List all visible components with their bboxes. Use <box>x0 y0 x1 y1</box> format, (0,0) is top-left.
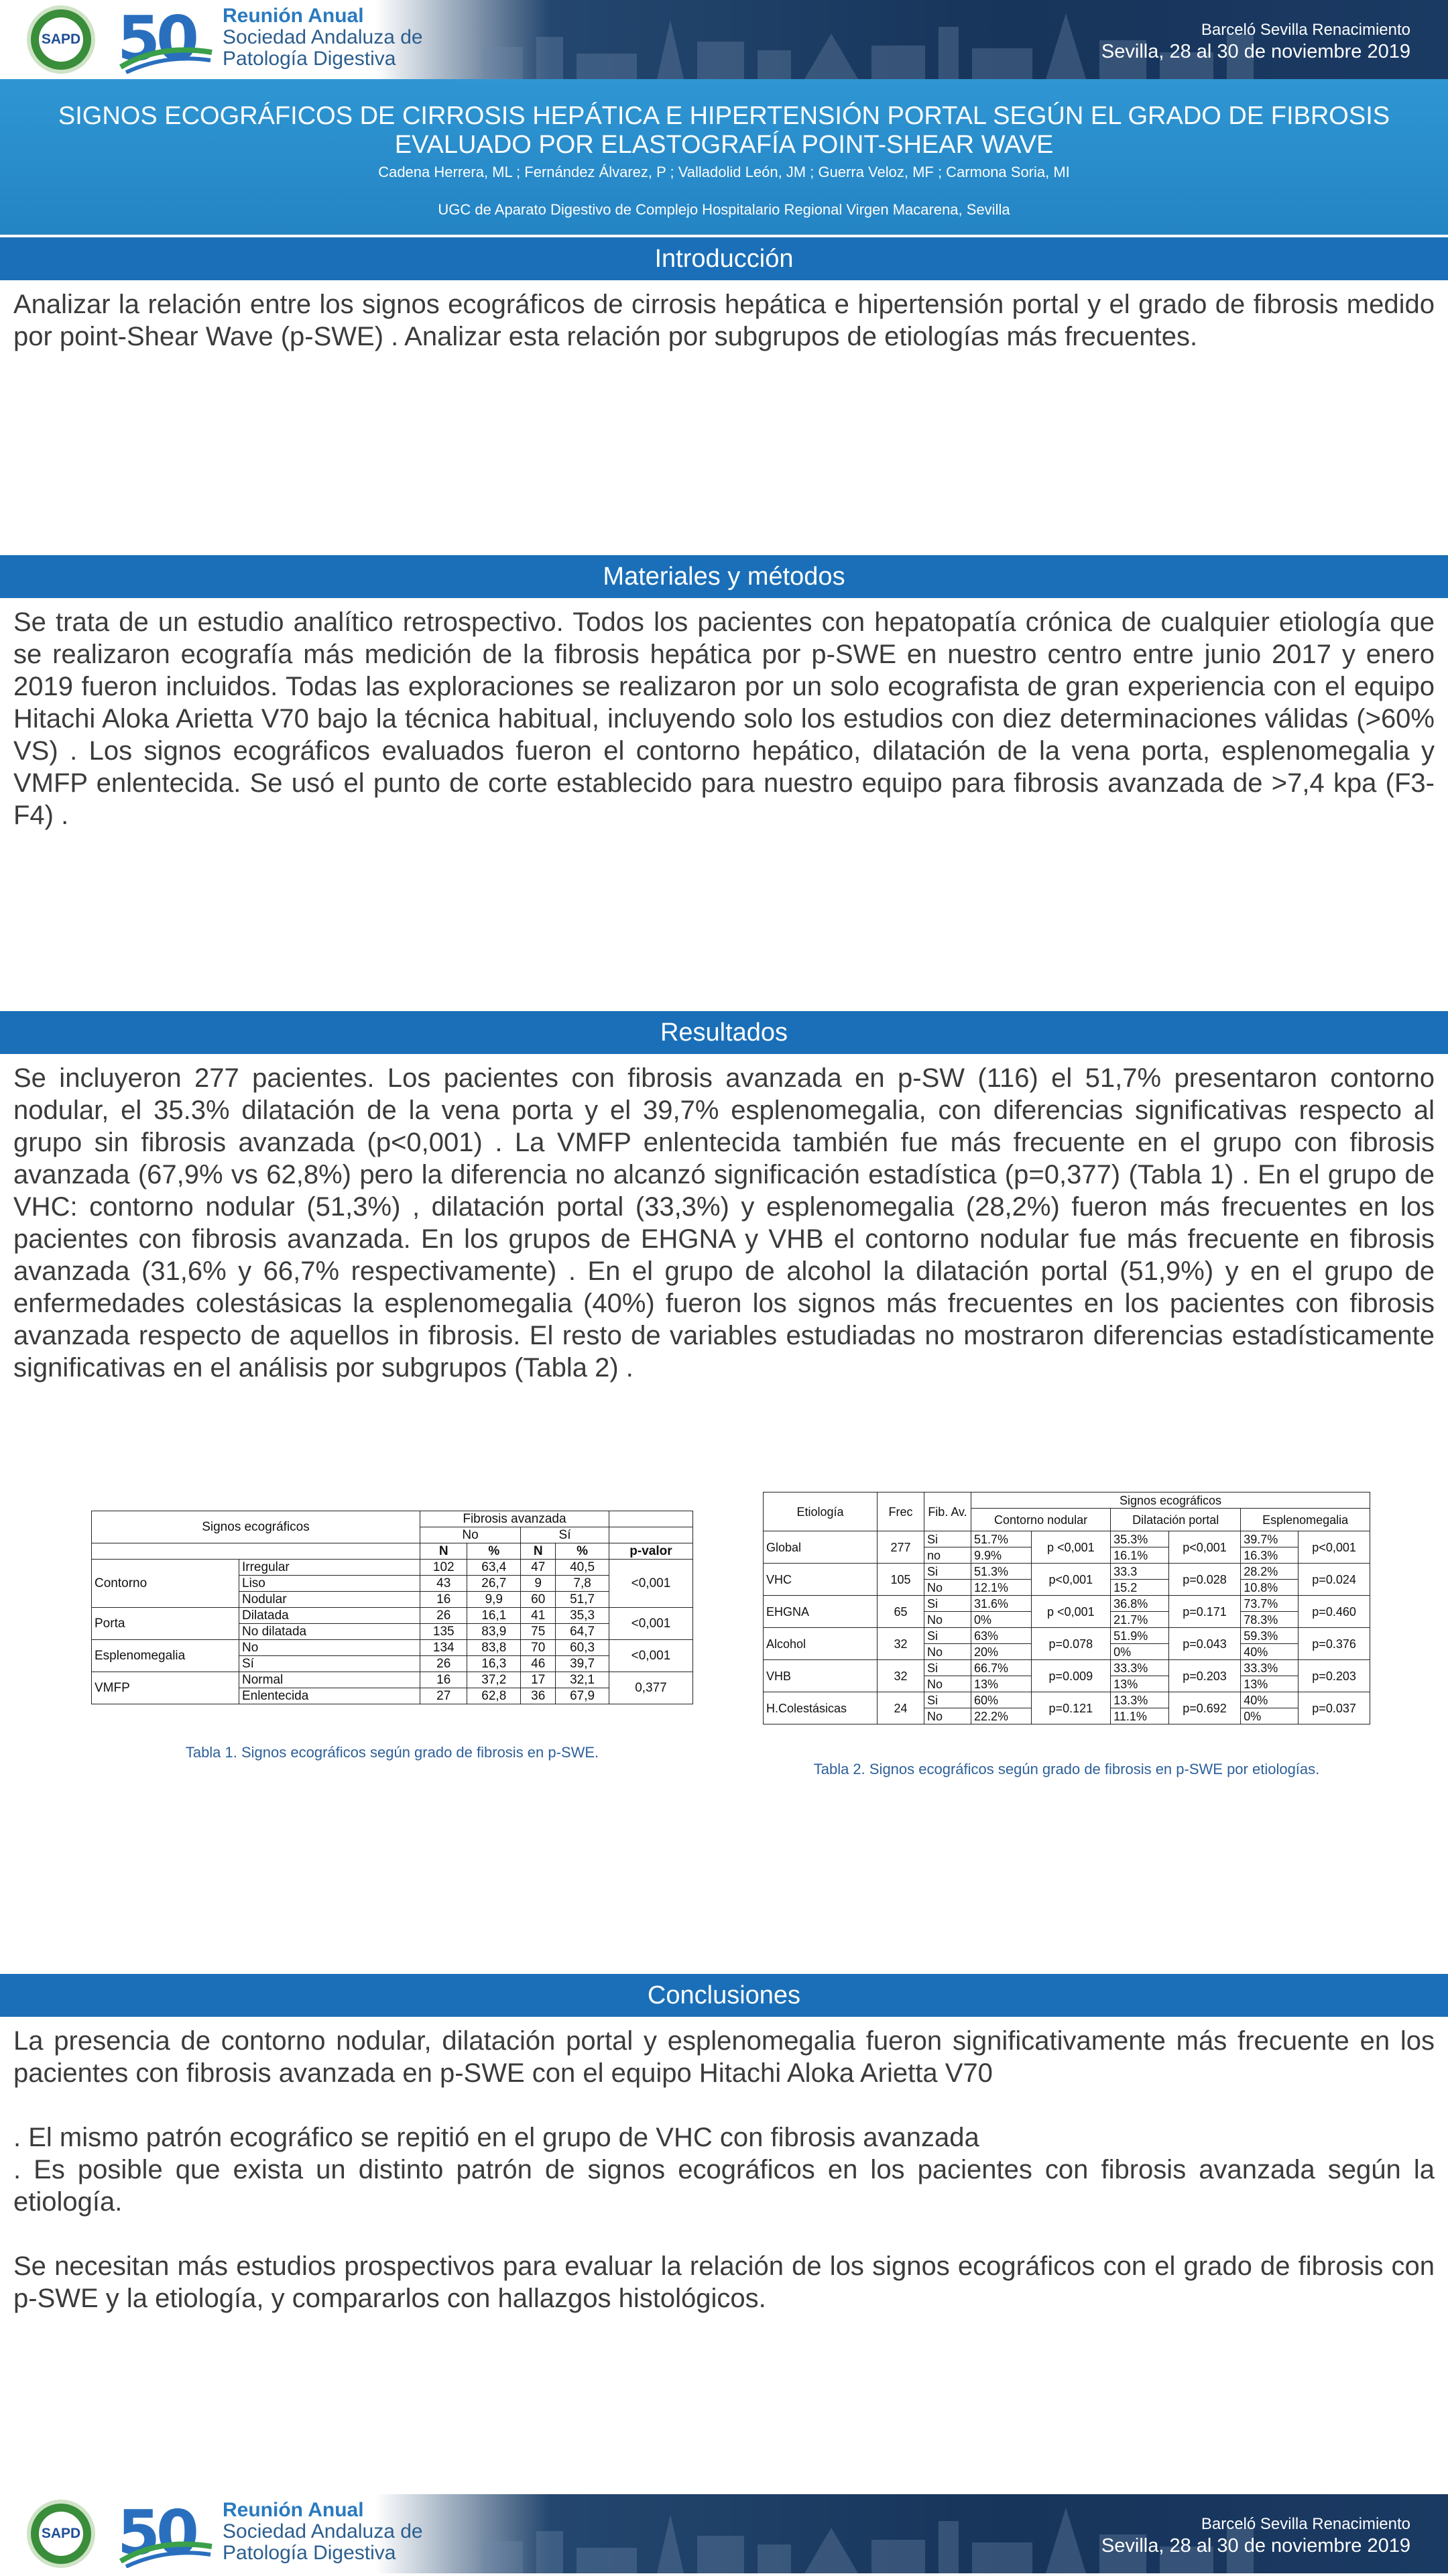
t1-cell: 70 <box>521 1640 556 1656</box>
table-row <box>764 1531 1370 1547</box>
t1-header-empty <box>609 1511 692 1527</box>
t1-row-label: Nodular <box>239 1592 420 1608</box>
t2-cell: 10.8% <box>1241 1580 1299 1596</box>
t2-pvalue: p=0.203 <box>1168 1660 1241 1692</box>
t2-header-contorno: Contorno nodular <box>971 1509 1111 1531</box>
t2-cell: 0% <box>1111 1644 1169 1660</box>
t2-etiologia: Global <box>764 1531 878 1564</box>
resultados-paragraph: Se incluyeron 277 pacientes. Los pacientes con fibrosis avanzada en p-SW (116) el 51,7% presentaron contorno nodular, el 35.3% dilatación de la vena porta y el 39,7% esplenomegalia, con diferencias significativas respecto al grupo sin fibrosis avanzada (p<0,001) . La VMFP enlentecida también fue más frecuente en el grupo con fibrosis avanzada (67,9% vs 62,8%) pero la diferencia no alcanzó significación estadística (p=0,377) (Tabla 1) . En el grupo de VHC: contorno nodular (51,3%) , dilatación portal (33,3%) y esplenomegalia (28,2%) fueron más frecuentes en los pacientes con fibrosis avanzada. En los grupos de EHGNA y VHB el contorno nodular fue más frecuente en fibrosis avanzada (31,6% y 66,7% respectivamente) . En el grupo de alcohol la dilatación portal (51,9%) y en el grupo de enfermedades colestásicas la esplenomegalia (40%) fueron los signos más frecuentes en los pacientes con fibrosis avanzada respecto de aquellos in fibrosis. El resto de variables estudiadas no mostraron diferencias estadísticamente significativas en el análisis por subgrupos (Tabla 2) . <box>13 1063 1435 1383</box>
event-dates: Sevilla, 28 al 30 de noviembre 2019 <box>1101 2535 1410 2557</box>
t2-cell: 12.1% <box>971 1580 1032 1596</box>
t1-cell: 36 <box>521 1688 556 1704</box>
t2-cell: 60% <box>971 1692 1032 1708</box>
t2-frec: 277 <box>878 1531 924 1564</box>
t1-cell: 62,8 <box>467 1688 521 1704</box>
t2-pvalue: p=0.121 <box>1031 1692 1111 1724</box>
table-row <box>92 1640 693 1656</box>
resultados-text <box>13 1062 1435 1384</box>
t2-pvalue: p=0.009 <box>1031 1660 1111 1692</box>
venue-info <box>1101 2514 1410 2557</box>
t2-cell: 16.1% <box>1111 1547 1169 1564</box>
conclusiones-text <box>13 2025 1435 2315</box>
t2-cell: 13.3% <box>1111 1692 1169 1708</box>
t1-cell: 46 <box>521 1656 556 1672</box>
event-dates: Sevilla, 28 al 30 de noviembre 2019 <box>1101 41 1410 62</box>
t2-fib-no: No <box>924 1612 971 1628</box>
t1-cell: 35,3 <box>556 1608 609 1624</box>
t2-cell: 36.8% <box>1111 1596 1169 1612</box>
t1-pvalue: <0,001 <box>609 1640 692 1672</box>
t2-header-frec: Frec <box>878 1492 924 1531</box>
t1-row-label: Enlentecida <box>239 1688 420 1704</box>
table-row <box>92 1560 693 1576</box>
t2-cell: 33.3% <box>1111 1660 1169 1676</box>
t2-cell: 66.7% <box>971 1660 1032 1676</box>
t2-pvalue: p=0.028 <box>1168 1564 1241 1596</box>
t1-row-label: Irregular <box>239 1560 420 1576</box>
society-name <box>223 5 423 70</box>
t2-cell: 33.3% <box>1241 1660 1299 1676</box>
sapd-seal-logo <box>27 2500 95 2568</box>
t2-frec: 105 <box>878 1564 924 1596</box>
t1-cell: 40,5 <box>556 1560 609 1576</box>
t1-header-pct: % <box>467 1543 521 1560</box>
t2-etiologia: H.Colestásicas <box>764 1692 878 1724</box>
t2-header-etiologia: Etiología <box>764 1492 878 1531</box>
resultados-heading: Resultados <box>0 1011 1448 1054</box>
t1-group-name: Porta <box>92 1608 239 1640</box>
t2-cell: 78.3% <box>1241 1612 1299 1628</box>
t1-cell: 16 <box>420 1672 467 1688</box>
t2-pvalue: p=0.024 <box>1299 1564 1370 1596</box>
t1-cell: 47 <box>521 1560 556 1576</box>
t1-cell: 51,7 <box>556 1592 609 1608</box>
reunion-line3: Patología Digestiva <box>223 2542 396 2564</box>
swoosh-icon <box>119 40 213 74</box>
materiales-paragraph: Se trata de un estudio analítico retrospectivo. Todos los pacientes con hepatopatía crónica de cualquier etiología que se realizaron ecografía más medición de la fibrosis hepática por p-SWE en nuestro centro entre junio 2017 y enero 2019 fueron incluidos. Todas las exploraciones se realizaron por un solo ecografista de gran experiencia con el equipo Hitachi Aloka Arietta V70 bajo la técnica habitual, incluyendo solo los estudios con diez determinaciones válidas (>60% VS) . Los signos ecográficos evaluados fueron el contorno hepático, dilatación de la vena porta, esplenomegalia y VMFP enlentecida. Se usó el punto de corte establecido para nuestro equipo para fibrosis avanzada de >7,4 kpa (F3-F4) . <box>13 607 1435 830</box>
t1-cell: 16 <box>420 1592 467 1608</box>
conclusiones-p2: . El mismo patrón ecográfico se repitió en el grupo de VHC con fibrosis avanzada <box>13 2123 979 2152</box>
sapd-seal-logo <box>27 5 95 74</box>
t1-cell: 83,8 <box>467 1640 521 1656</box>
t1-row-label: Sí <box>239 1656 420 1672</box>
t1-cell: 17 <box>521 1672 556 1688</box>
fifty-logo: 50 <box>117 2497 196 2569</box>
t2-pvalue: p=0.171 <box>1168 1596 1241 1628</box>
t2-cell: 0% <box>971 1612 1032 1628</box>
conclusiones-p1: La presencia de contorno nodular, dilatación portal y esplenomegalia fueron significativamente más frecuente en los pacientes con fibrosis avanzada en p-SWE con el equipo Hitachi Aloka Arietta V70 <box>13 2026 1435 2088</box>
t1-pvalue: <0,001 <box>609 1560 692 1608</box>
venue-name: Barceló Sevilla Renacimiento <box>1201 2515 1410 2533</box>
t2-fib-no: No <box>924 1644 971 1660</box>
reunion-line1: Reunión Anual <box>223 5 364 27</box>
t2-cell: 11.1% <box>1111 1708 1169 1724</box>
t1-cell: 9,9 <box>467 1592 521 1608</box>
t1-cell: 26 <box>420 1656 467 1672</box>
t1-header-empty <box>609 1527 692 1543</box>
t1-cell: 26,7 <box>467 1576 521 1592</box>
t2-pvalue: p=0.043 <box>1168 1628 1241 1660</box>
t2-cell: 21.7% <box>1111 1612 1169 1628</box>
table-row <box>764 1596 1370 1612</box>
t1-row-label: Dilatada <box>239 1608 420 1624</box>
t2-frec: 24 <box>878 1692 924 1724</box>
t2-cell: 73.7% <box>1241 1596 1299 1612</box>
t1-row-label: Normal <box>239 1672 420 1688</box>
t2-cell: 0% <box>1241 1708 1299 1724</box>
t2-pvalue: p=0.460 <box>1299 1596 1370 1628</box>
t2-pvalue: p=0.376 <box>1299 1628 1370 1660</box>
reunion-line2: Sociedad Andaluza de <box>223 2520 423 2542</box>
t1-cell: 37,2 <box>467 1672 521 1688</box>
table-row <box>764 1564 1370 1580</box>
fifty-logo: 50 <box>117 3 196 74</box>
table-row <box>92 1672 693 1688</box>
t2-cell: 40% <box>1241 1644 1299 1660</box>
t1-header-empty <box>92 1543 420 1560</box>
t2-fib-no: No <box>924 1580 971 1596</box>
t2-pvalue: p <0,001 <box>1031 1531 1111 1564</box>
society-name <box>223 2500 423 2564</box>
t2-cell: 22.2% <box>971 1708 1032 1724</box>
t2-pvalue: p<0,001 <box>1031 1564 1111 1596</box>
t2-fib-si: Si <box>924 1564 971 1580</box>
t1-pvalue: 0,377 <box>609 1672 692 1704</box>
t2-cell: 51.7% <box>971 1531 1032 1547</box>
t1-header-n: N <box>521 1543 556 1560</box>
reunion-line3: Patología Digestiva <box>223 48 396 70</box>
t2-cell: 35.3% <box>1111 1531 1169 1547</box>
t2-cell: 20% <box>971 1644 1032 1660</box>
t2-etiologia: Alcohol <box>764 1628 878 1660</box>
t1-cell: 32,1 <box>556 1672 609 1688</box>
introduccion-heading: Introducción <box>0 237 1448 280</box>
table-row <box>764 1692 1370 1708</box>
seal-text: SAPD <box>39 2512 83 2556</box>
table-row <box>92 1608 693 1624</box>
t1-group-name: VMFP <box>92 1672 239 1704</box>
venue-info <box>1101 20 1410 63</box>
t1-row-label: Liso <box>239 1576 420 1592</box>
t1-group-name: Esplenomegalia <box>92 1640 239 1672</box>
t1-header-n: N <box>420 1543 467 1560</box>
t2-cell: 63% <box>971 1628 1032 1644</box>
t1-header-no: No <box>420 1527 521 1543</box>
table-row <box>764 1628 1370 1644</box>
t1-cell: 16,1 <box>467 1608 521 1624</box>
t1-cell: 60 <box>521 1592 556 1608</box>
tabla1-caption: Tabla 1. Signos ecográficos según grado de fibrosis en p-SWE. <box>185 1744 599 1761</box>
t2-frec: 32 <box>878 1628 924 1660</box>
t2-cell: 39.7% <box>1241 1531 1299 1547</box>
t2-etiologia: EHGNA <box>764 1596 878 1628</box>
t2-frec: 65 <box>878 1596 924 1628</box>
t1-cell: 60,3 <box>556 1640 609 1656</box>
top-banner <box>0 0 1448 79</box>
t1-header-fibrosis: Fibrosis avanzada <box>420 1511 609 1527</box>
t2-cell: 15.2 <box>1111 1580 1169 1596</box>
t1-cell: 9 <box>521 1576 556 1592</box>
t2-cell: 9.9% <box>971 1547 1032 1564</box>
t2-cell: 33.3 <box>1111 1564 1169 1580</box>
t2-pvalue: p<0,001 <box>1168 1531 1241 1564</box>
t2-etiologia: VHC <box>764 1564 878 1596</box>
venue-name: Barceló Sevilla Renacimiento <box>1201 21 1410 39</box>
t2-fib-si: Si <box>924 1628 971 1644</box>
t2-cell: 31.6% <box>971 1596 1032 1612</box>
tabla1 <box>91 1511 693 1704</box>
t2-header-dilatacion: Dilatación portal <box>1111 1509 1241 1531</box>
t2-fib-no: No <box>924 1708 971 1724</box>
t1-header-pvalor: p-valor <box>609 1543 692 1560</box>
tabla2-caption: Tabla 2. Signos ecográficos según grado de fibrosis en p-SWE por etiologías. <box>813 1761 1320 1777</box>
t1-cell: 7,8 <box>556 1576 609 1592</box>
affiliation: UGC de Aparato Digestivo de Complejo Hospitalario Regional Virgen Macarena, Sevilla <box>438 201 1010 218</box>
conclusiones-p4: Se necesitan más estudios prospectivos para evaluar la relación de los signos ecográficos con el grado de fibrosis con p-SWE y la etiología, y compararlos con hallazgos histológicos. <box>13 2251 1435 2313</box>
t2-fib-si: Si <box>924 1692 971 1708</box>
reunion-line2: Sociedad Andaluza de <box>223 26 423 48</box>
t2-pvalue: p=0.078 <box>1031 1628 1111 1660</box>
t1-cell: 39,7 <box>556 1656 609 1672</box>
tabla2 <box>763 1492 1370 1724</box>
poster-title: SIGNOS ECOGRÁFICOS DE CIRROSIS HEPÁTICA E HIPERTENSIÓN PORTAL SEGÚN EL GRADO DE FIBROSIS EVALUADO POR ELASTOGRAFÍA POINT-SHEAR WAVE <box>58 102 1390 159</box>
t2-pvalue: p<0,001 <box>1299 1531 1370 1564</box>
table-row <box>764 1660 1370 1676</box>
t1-group-name: Contorno <box>92 1560 239 1608</box>
t1-cell: 26 <box>420 1608 467 1624</box>
authors: Cadena Herrera, ML ; Fernández Álvarez, P ; Valladolid León, JM ; Guerra Veloz, MF ; Carmona Soria, MI <box>378 164 1070 180</box>
t2-frec: 32 <box>878 1660 924 1692</box>
t2-cell: 13% <box>971 1676 1032 1692</box>
t1-cell: 135 <box>420 1624 467 1640</box>
t2-header-esplenomegalia: Esplenomegalia <box>1241 1509 1370 1531</box>
t2-fib-si: Si <box>924 1660 971 1676</box>
seal-text: SAPD <box>39 17 83 62</box>
t2-fib-no: No <box>924 1676 971 1692</box>
conclusiones-heading: Conclusiones <box>0 1974 1448 2017</box>
t2-etiologia: VHB <box>764 1660 878 1692</box>
t1-pvalue: <0,001 <box>609 1608 692 1640</box>
t1-cell: 27 <box>420 1688 467 1704</box>
materiales-text <box>13 606 1435 831</box>
t1-cell: 16,3 <box>467 1656 521 1672</box>
t2-fib-no: no <box>924 1547 971 1564</box>
introduccion-text <box>13 288 1435 353</box>
t1-cell: 83,9 <box>467 1624 521 1640</box>
materiales-heading: Materiales y métodos <box>0 555 1448 598</box>
t1-row-label: No <box>239 1640 420 1656</box>
t2-pvalue: p=0.203 <box>1299 1660 1370 1692</box>
t2-pvalue: p <0,001 <box>1031 1596 1111 1628</box>
t2-fib-si: Si <box>924 1596 971 1612</box>
t2-cell: 28.2% <box>1241 1564 1299 1580</box>
conclusiones-p3: . Es posible que exista un distinto patrón de signos ecográficos en los pacientes con fibrosis avanzada según la etiología. <box>13 2155 1435 2217</box>
introduccion-paragraph: Analizar la relación entre los signos ecográficos de cirrosis hepática e hipertensión portal y el grado de fibrosis medido por point-Shear Wave (p-SWE) . Analizar esta relación por subgrupos de etiologías más frecuentes. <box>13 290 1435 351</box>
bottom-banner <box>0 2494 1448 2573</box>
t1-cell: 75 <box>521 1624 556 1640</box>
poster-header <box>0 79 1448 235</box>
t1-cell: 63,4 <box>467 1560 521 1576</box>
t1-cell: 43 <box>420 1576 467 1592</box>
t2-header-fib: Fib. Av. <box>924 1492 971 1531</box>
t1-cell: 41 <box>521 1608 556 1624</box>
t1-header-signos: Signos ecográficos <box>92 1511 420 1543</box>
reunion-line1: Reunión Anual <box>223 2499 364 2521</box>
t1-header-si: Sí <box>521 1527 609 1543</box>
t2-pvalue: p=0.692 <box>1168 1692 1241 1724</box>
t2-pvalue: p=0.037 <box>1299 1692 1370 1724</box>
tabla1-table <box>91 1511 693 1704</box>
t1-header-pct: % <box>556 1543 609 1560</box>
t2-cell: 16.3% <box>1241 1547 1299 1564</box>
t1-row-label: No dilatada <box>239 1624 420 1640</box>
t2-cell: 59.3% <box>1241 1628 1299 1644</box>
t1-cell: 67,9 <box>556 1688 609 1704</box>
t1-cell: 64,7 <box>556 1624 609 1640</box>
t1-cell: 102 <box>420 1560 467 1576</box>
t2-fib-si: Si <box>924 1531 971 1547</box>
t1-cell: 134 <box>420 1640 467 1656</box>
t2-cell: 51.3% <box>971 1564 1032 1580</box>
swoosh-icon <box>119 2534 213 2568</box>
tabla2-table <box>763 1492 1370 1724</box>
t2-header-signos: Signos ecográficos <box>971 1492 1370 1509</box>
t2-cell: 13% <box>1241 1676 1299 1692</box>
t2-cell: 51.9% <box>1111 1628 1169 1644</box>
t2-cell: 40% <box>1241 1692 1299 1708</box>
t2-cell: 13% <box>1111 1676 1169 1692</box>
